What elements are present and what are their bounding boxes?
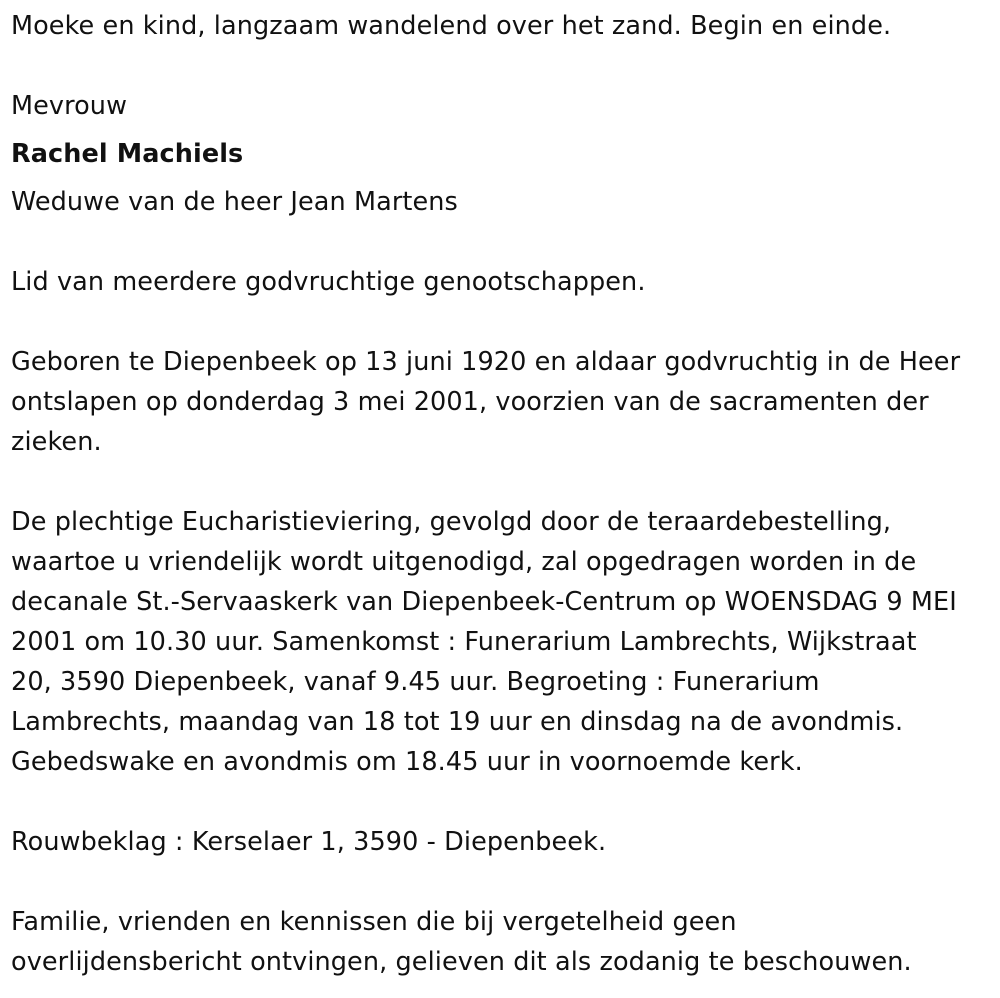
membership-line: Lid van meerdere godvruchtige genootschappen. — [11, 267, 646, 297]
ceremony-line: De plechtige Eucharistieviering, gevolgd door de teraardebestelling, — [11, 507, 892, 537]
ceremony-line: decanale St.-Servaaskerk van Diepenbeek-Centrum op WOENSDAG 9 MEI — [11, 587, 957, 617]
ceremony-line: 20, 3590 Diepenbeek, vanaf 9.45 uur. Begroeting : Funerarium — [11, 667, 820, 697]
ceremony-line: Lambrechts, maandag van 18 tot 19 uur en dinsdag na de avondmis. — [11, 707, 904, 737]
birth-death-line: ontslapen op donderdag 3 mei 2001, voorzien van de sacramenten der — [11, 387, 929, 417]
intro-line: Moeke en kind, langzaam wandelend over het zand. Begin en einde. — [11, 11, 892, 41]
ceremony-line: Gebedswake en avondmis om 18.45 uur in voornoemde kerk. — [11, 747, 803, 777]
spouse-line: Weduwe van de heer Jean Martens — [11, 187, 458, 217]
closing-line: Familie, vrienden en kennissen die bij vergetelheid geen — [11, 907, 737, 937]
closing-line: overlijdensbericht ontvingen, gelieven dit als zodanig te beschouwen. — [11, 947, 912, 977]
ceremony-line: 2001 om 10.30 uur. Samenkomst : Funerarium Lambrechts, Wijkstraat — [11, 627, 917, 657]
condolences-line: Rouwbeklag : Kerselaer 1, 3590 - Diepenbeek. — [11, 827, 607, 857]
salutation: Mevrouw — [11, 91, 128, 121]
ceremony-line: waartoe u vriendelijk wordt uitgenodigd, zal opgedragen worden in de — [11, 547, 917, 577]
birth-death-line: Geboren te Diepenbeek op 13 juni 1920 en aldaar godvruchtig in de Heer — [11, 347, 961, 377]
deceased-name: Rachel Machiels — [11, 139, 244, 169]
birth-death-line: zieken. — [11, 427, 102, 457]
